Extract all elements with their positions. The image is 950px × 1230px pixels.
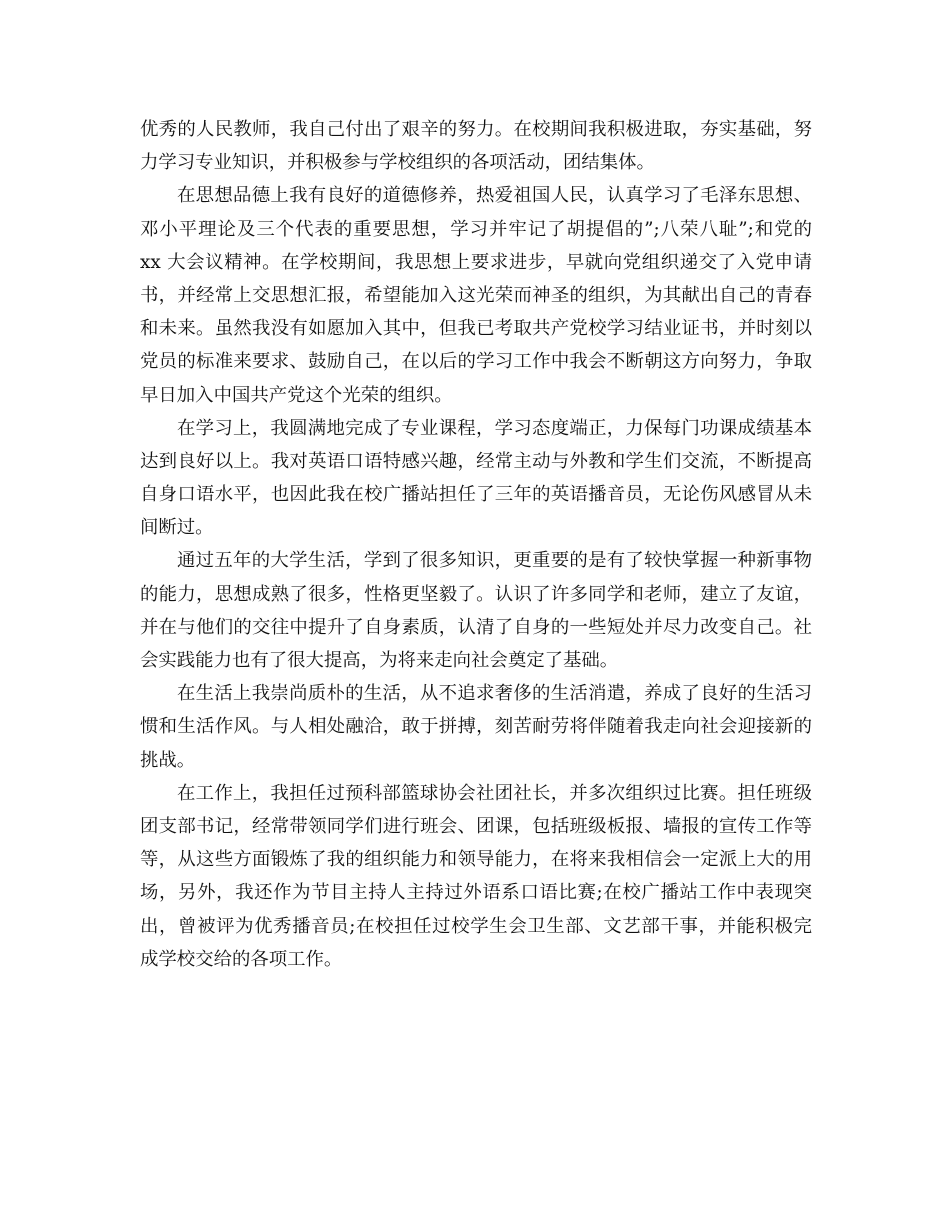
text-line: 出，曾被评为优秀播音员;在校担任过校学生会卫生部、文艺部干事，并能积极完 — [140, 915, 812, 937]
text-line: 早日加入中国共产党这个光荣的组织。 — [140, 384, 453, 406]
text-line: 通过五年的大学生活，学到了很多知识，更重要的是有了较快掌握一种新事物 — [177, 550, 812, 572]
text-line: 书，并经常上交思想汇报，希望能加入这光荣而神圣的组织，为其献出自己的青春 — [140, 284, 812, 306]
text-line: 力学习专业知识，并积极参与学校组织的各项活动，团结集体。 — [140, 152, 655, 174]
text-line: 优秀的人民教师，我自己付出了艰辛的努力。在校期间我积极进取，夯实基础，努 — [140, 119, 812, 140]
text-line: 的能力，思想成熟了很多，性格更坚毅了。认识了许多同学和老师，建立了友谊， — [140, 583, 812, 605]
paragraph — [140, 544, 812, 677]
text-line: 党员的标准来要求、鼓励自己，在以后的学习工作中我会不断朝这方向努力，争取 — [140, 351, 812, 373]
text-line: 团支部书记，经常带领同学们进行班会、团课，包括班级板报、墙报的宣传工作等 — [140, 815, 812, 837]
text-line: 间断过。 — [140, 517, 214, 539]
paragraph — [140, 113, 812, 179]
paragraph — [140, 777, 812, 976]
text-line: xx 大会议精神。在学校期间，我思想上要求进步，早就向党组织递交了入党申请 — [140, 251, 812, 273]
paragraph — [140, 677, 812, 777]
text-line: 并在与他们的交往中提升了自身素质，认清了自身的一些短处并尽力改变自己。社 — [140, 616, 812, 638]
text-line: 会实践能力也有了很大提高，为将来走向社会奠定了基础。 — [140, 650, 619, 671]
text-line: 等，从这些方面锻炼了我的组织能力和领导能力，在将来我相信会一定派上大的用 — [140, 849, 812, 871]
document-body — [140, 113, 812, 976]
text-line: 达到良好以上。我对英语口语特感兴趣，经常主动与外教和学生们交流，不断提高 — [140, 450, 812, 472]
text-line: 场，另外，我还作为节目主持人主持过外语系口语比赛;在校广播站工作中表现突 — [140, 882, 812, 904]
text-line: 和未来。虽然我没有如愿加入其中，但我已考取共产党校学习结业证书，并时刻以 — [140, 318, 812, 340]
text-line: 在思想品德上我有良好的道德修养，热爱祖国人民，认真学习了毛泽东思想、 — [177, 185, 812, 207]
text-line: 自身口语水平，也因此我在校广播站担任了三年的英语播音员，无论伤风感冒从未 — [140, 484, 812, 506]
text-line: 在学习上，我圆满地完成了专业课程，学习态度端正，力保每门功课成绩基本 — [177, 417, 812, 439]
text-line: 成学校交给的各项工作。 — [140, 948, 343, 970]
text-line: 在工作上，我担任过预科部篮球协会社团社长，并多次组织过比赛。担任班级 — [177, 782, 812, 804]
text-line: 在生活上我崇尚质朴的生活，从不追求奢侈的生活消遣，养成了良好的生活习 — [177, 683, 812, 705]
text-line: 惯和生活作风。与人相处融洽，敢于拼搏，刻苦耐劳将伴随着我走向社会迎接新的 — [140, 716, 812, 738]
text-line: 挑战。 — [140, 749, 196, 771]
text-line: 邓小平理论及三个代表的重要思想，学习并牢记了胡提倡的”;八荣八耻”;和党的 — [140, 218, 812, 240]
paragraph — [140, 179, 812, 411]
paragraph — [140, 412, 812, 545]
